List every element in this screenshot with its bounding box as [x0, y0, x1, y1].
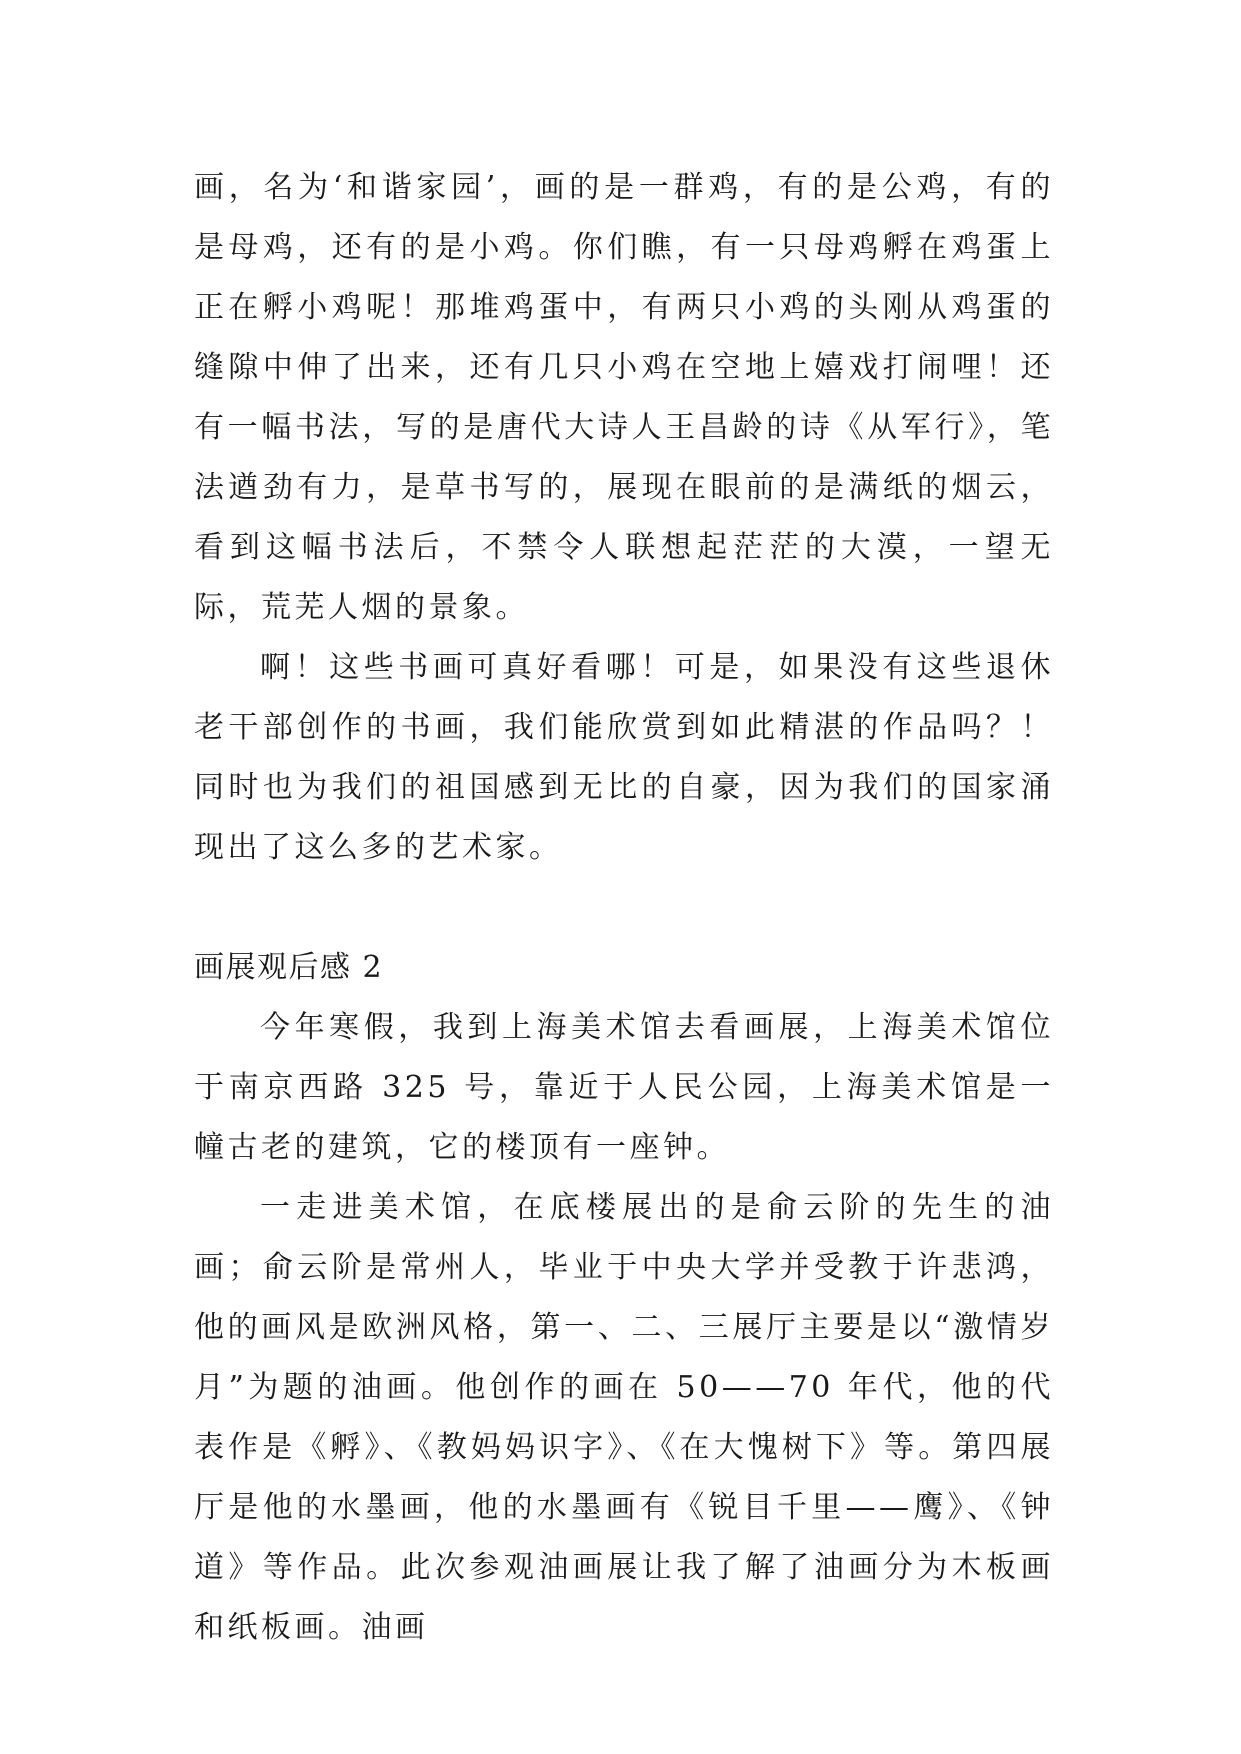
closing-paragraph: 啊！这些书画可真好看哪！可是，如果没有这些退休老干部创作的书画，我们能欣赏到如此精湛的作品吗？！同时也为我们的祖国感到无比的自豪，因为我们的国家涌现出了这么多的艺术家。 — [194, 650, 1054, 865]
document-page — [194, 158, 1054, 1658]
section-paragraph-1: 今年寒假，我到上海美术馆去看画展，上海美术馆位于南京西路 325 号，靠近于人民公园，上海美术馆是一幢古老的建筑，它的楼顶有一座钟。 — [194, 1010, 1054, 1165]
section-spacer — [194, 878, 1054, 938]
section-title: 画展观后感 2 — [194, 950, 384, 985]
continuation-paragraph: 画，名为‘和谐家园’，画的是一群鸡，有的是公鸡，有的是母鸡，还有的是小鸡。你们瞧，有一只母鸡孵在鸡蛋上正在孵小鸡呢！那堆鸡蛋中，有两只小鸡的头刚从鸡蛋的缝隙中伸了出来，还有几只小鸡在空地上嬉戏打闹哩！还有一幅书法，写的是唐代大诗人王昌龄的诗《从军行》，笔法遒劲有力，是草书写的，展现在眼前的是满纸的烟云，看到这幅书法后，不禁令人联想起茫茫的大漠，一望无际，荒芜人烟的景象。 — [194, 170, 1054, 625]
section-paragraph-2: 一走进美术馆，在底楼展出的是俞云阶的先生的油画；俞云阶是常州人，毕业于中央大学并受教于许悲鸿，他的画风是欧洲风格，第一、二、三展厅主要是以“激情岁月”为题的油画。他创作的画在 50——70 年代，他的代表作是《孵》、《教妈妈识字》、《在大愧树下》等。第四展厅是他的水墨画，他的水墨画有《锐目千里——鹰》、《钟道》等作品。此次参观油画展让我了解了油画分为木板画和纸板画。油画 — [194, 1190, 1054, 1645]
